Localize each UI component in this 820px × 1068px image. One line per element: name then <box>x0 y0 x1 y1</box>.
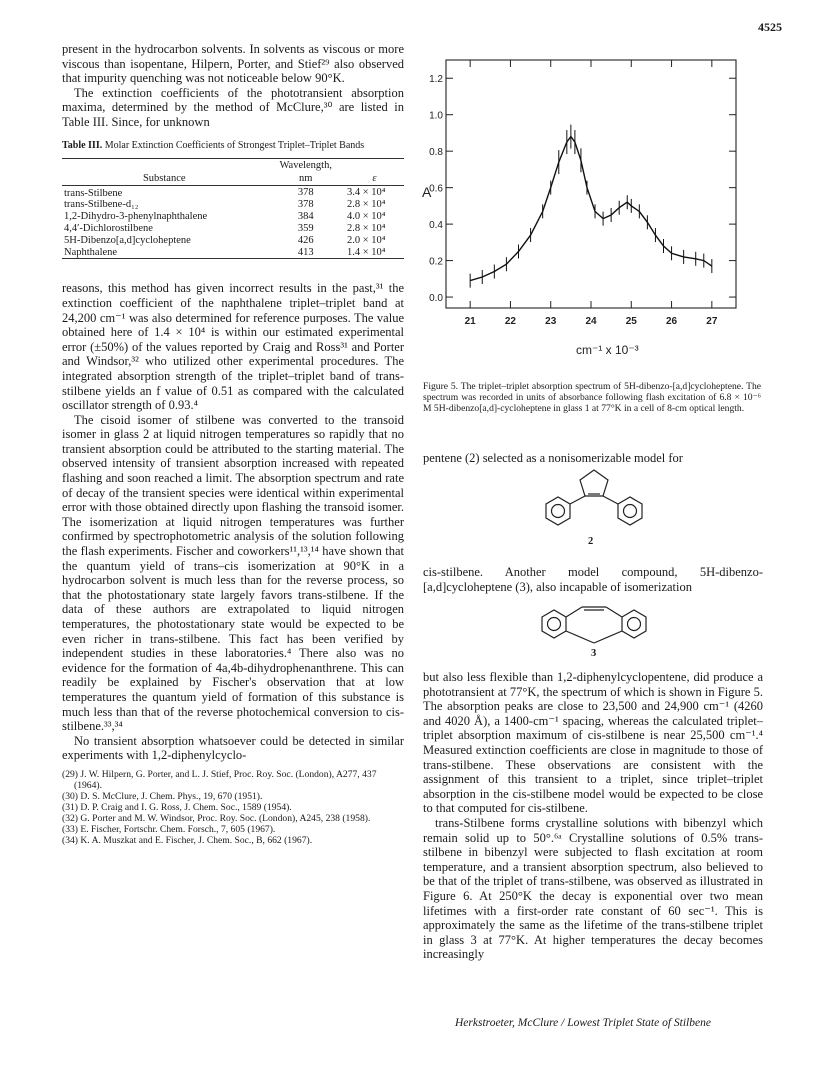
figure-caption: Figure 5. The triplet–triplet absorption spectrum of 5H-dibenzo-[a,d]cycloheptene. The spectrum was recorded in units of absorbance following flash excitation of 6.8 × 10⁻⁶ M 5H-dibenzo[a,d]-cycloheptene in glass 1 at 77°K in a cell of 8-cm optical length. <box>423 381 761 414</box>
x-tick-label: 22 <box>504 316 517 327</box>
table-cell-wavelength: 413 <box>266 247 345 259</box>
right-para-2: cis-stilbene. Another model compound, 5H-dibenzo-[a,d]cycloheptene (3), also incapable of isomerization <box>423 565 763 594</box>
extinction-table <box>62 158 404 260</box>
y-tick-label: 0.0 <box>429 293 443 305</box>
table-cell-wavelength: 359 <box>297 222 314 234</box>
references <box>62 769 404 846</box>
right-column-top <box>423 451 763 466</box>
x-tick-label: 21 <box>464 316 476 327</box>
table-cell-substance: 1,2-Dihydro-3-phenylnaphthalene <box>64 211 208 223</box>
table-cell-epsilon: 1.4 × 10⁴ <box>345 247 404 259</box>
table-cell-epsilon: 3.4 × 10⁴ <box>346 186 386 198</box>
x-tick-label: 23 <box>545 316 557 327</box>
table-cell-epsilon: 2.0 × 10⁴ <box>346 234 386 246</box>
table-cell-wavelength: 378 <box>297 199 314 211</box>
table-cell-wavelength: 426 <box>297 234 314 246</box>
reference-item: (30) D. S. McClure, J. Chem. Phys., 19, 670 (1951). <box>62 790 263 802</box>
right-column-bottom <box>423 670 763 962</box>
running-footer: Herkstroeter, McClure / Lowest Triplet State of Stilbene <box>455 1017 711 1029</box>
compound-3-label: 3 <box>591 648 597 659</box>
table-cell-epsilon: 2.8 × 10⁴ <box>346 222 386 234</box>
table-row <box>62 247 404 259</box>
left-para-1: present in the hydrocarbon solvents. In solvents as viscous or more viscous than isopentane, Hilpern, Porter, and Stief²⁹ also observed that impurity quenching was not noticeable below 90°K. <box>62 42 404 86</box>
reference-item: (29) J. W. Hilpern, G. Porter, and L. J. Stief, Proc. Roy. Soc. (London), A277, 437 (1964). <box>62 768 377 791</box>
left-para-5: No transient absorption whatsoever could be detected in similar experiments with 1,2-diphenylcyclo- <box>62 733 404 763</box>
table-col-wavelength: Wavelength, <box>266 158 345 172</box>
y-tick-label: 1.2 <box>429 74 443 86</box>
y-tick-label: 0.2 <box>429 256 443 268</box>
y-tick-label: 0.4 <box>429 220 443 232</box>
page-number: 4525 <box>758 20 782 34</box>
reference-item: (31) D. P. Craig and I. G. Ross, J. Chem. Soc., 1589 (1954). <box>62 801 292 813</box>
table-title: Molar Extinction Coefficients of Strongest Triplet–Triplet Bands <box>104 139 365 151</box>
table-col-wavelength-unit: nm <box>266 172 345 186</box>
right-para-1: pentene (2) selected as a nonisomerizable model for <box>423 451 683 465</box>
table-cell-substance: Naphthalene <box>62 247 266 259</box>
table-row <box>62 223 404 235</box>
x-tick-label: 25 <box>625 316 637 327</box>
y-axis-label: A <box>422 184 432 200</box>
table-col-epsilon: ε <box>345 172 404 186</box>
left-para-4: The cisoid isomer of stilbene was converted to the transoid isomer in glass 2 at liquid nitrogen temperatures so rapidly that no transient absorption could be attributed to the starting material. The observed intensity of transient absorption increased with repeated flashing and soon reached a limit. The absorption spectrum and rate of decay of the transient species were identical within experimental error with those obtained directly upon flashing the transoid isomer. The isomerization at liquid nitrogen temperatures was further confirmed by spectrophotometric analysis of the solution following the flash experiments. Fischer and coworkers¹¹,¹³,¹⁴ have shown that the quantum yield of trans–cis isomerization at 90°K in a hydrocarbon solvent is much less than for the reverse process, so that the photostationary state largely favors trans-stilbene. If the data of these authors are extrapolated to liquid nitrogen temperatures, the photostationary state would be expected to be even richer in trans-stilbene. This fact has been verified by independent studies in these laboratories.⁴ There also was no evidence for the formation of 4a,4b-dihydrophenanthrene. This can readily be explained by Fischer's observation that at low temperatures the quantum yield of formation of this substance is much less than that of the reverse photochemical conversion to cis-stilbene.³³,³⁴ <box>62 412 404 734</box>
table-cell-wavelength: 378 <box>297 186 314 198</box>
x-tick-label: 24 <box>585 316 597 327</box>
table-col-substance: Substance <box>62 172 266 186</box>
compound-2-label: 2 <box>588 536 594 547</box>
table-row <box>62 235 404 247</box>
left-para-3: reasons, this method has given incorrect results in the past,³¹ the extinction coefficient of the naphthalene triplet–triplet band at 24,200 cm⁻¹ was also determined for reference purposes. The value obtained here of 1.4 × 10⁴ is within our estimated experimental error (±50%) of the values reported by Craig and Ross³¹ and Porter and Windsor,³² who utilized other experimental procedures. The integrated absorption strength of the triplet–triplet band of trans-stilbene yields an f value of 0.51 as compared with the calculated oscillator strength of 0.93.⁴ <box>62 281 404 413</box>
table-cell-substance: 4,4′-Dichlorostilbene <box>64 222 153 234</box>
table-cell-epsilon: 2.8 × 10⁴ <box>346 199 386 211</box>
compound-3-structure <box>532 601 656 647</box>
reference-item: (34) K. A. Muszkat and E. Fischer, J. Chem. Soc., B, 662 (1967). <box>62 834 313 846</box>
reference-item: (32) G. Porter and M. W. Windsor, Proc. Roy. Soc. (London), A245, 238 (1958). <box>62 812 371 824</box>
x-tick-label: 27 <box>706 316 718 327</box>
compound-2-structure <box>524 466 664 530</box>
right-para-4: trans-Stilbene forms crystalline solutions with bibenzyl which remain solid up to 50°.⁶ᵃ Crystalline solutions of 0.5% trans-stilbene in bibenzyl were subjected to flash excitation at room temperature, and a transient absorption spectrum, also believed to be that of the triplet of trans-stilbene, was observed as illustrated in Figure 6. At 250°K the decay is exponential over two mean lifetimes with a first-order rate constant of 60 sec⁻¹. This is approximately the same as the lifetime of the trans-stilbene triplet in glass 3 at 77°K. At higher temperatures the decay becomes increasingly <box>423 815 763 962</box>
y-tick-label: 0.6 <box>429 183 443 195</box>
table-row <box>62 199 404 211</box>
reference-item: (33) E. Fischer, Fortschr. Chem. Forsch., 7, 605 (1967). <box>62 823 276 835</box>
table-cell-substance: trans-Stilbene <box>64 187 123 199</box>
table-cell-wavelength: 384 <box>297 211 314 223</box>
table-row <box>62 185 404 199</box>
right-column-mid <box>423 565 763 594</box>
y-tick-label: 0.8 <box>429 147 443 159</box>
right-para-3: but also less flexible than 1,2-diphenylcyclopentene, did produce a phototransient at 77°K, the spectrum of which is shown in Figure 5. The absorption peaks are close to 23,500 and 24,900 cm⁻¹ (4260 and 4020 Å), a 1400-cm⁻¹ spacing, whereas the calculated triplet–triplet absorption maximum of cis-stilbene is near 25,500 cm⁻¹.⁴ Measured extinction coefficients are close in magnitude to those of trans-stilbene. These observations are consistent with the assignment of this transient to a triplet, since triplet–triplet absorption in the cis-stilbene model would be expected to be close to that computed for cis-stilbene. <box>423 670 763 816</box>
figure-5-chart <box>418 44 758 370</box>
table-row <box>62 211 404 223</box>
table-cell-epsilon: 4.0 × 10⁴ <box>346 211 386 223</box>
left-para-2: The extinction coefficients of the phototransient absorption maxima, determined by the method of McClure,³⁰ are listed in Table III. Since, for unknown <box>62 85 404 129</box>
x-tick-label: 26 <box>665 316 678 327</box>
x-axis-label: cm⁻¹ x 10⁻³ <box>576 343 639 357</box>
table-cell-substance: trans-Stilbene-d₁₂ <box>64 199 139 211</box>
table-caption <box>62 140 404 152</box>
y-tick-label: 1.0 <box>429 110 443 122</box>
left-column <box>62 42 404 846</box>
table-label: Table III. <box>62 139 103 151</box>
table-cell-substance: 5H-Dibenzo[a,d]cycloheptene <box>64 234 191 246</box>
